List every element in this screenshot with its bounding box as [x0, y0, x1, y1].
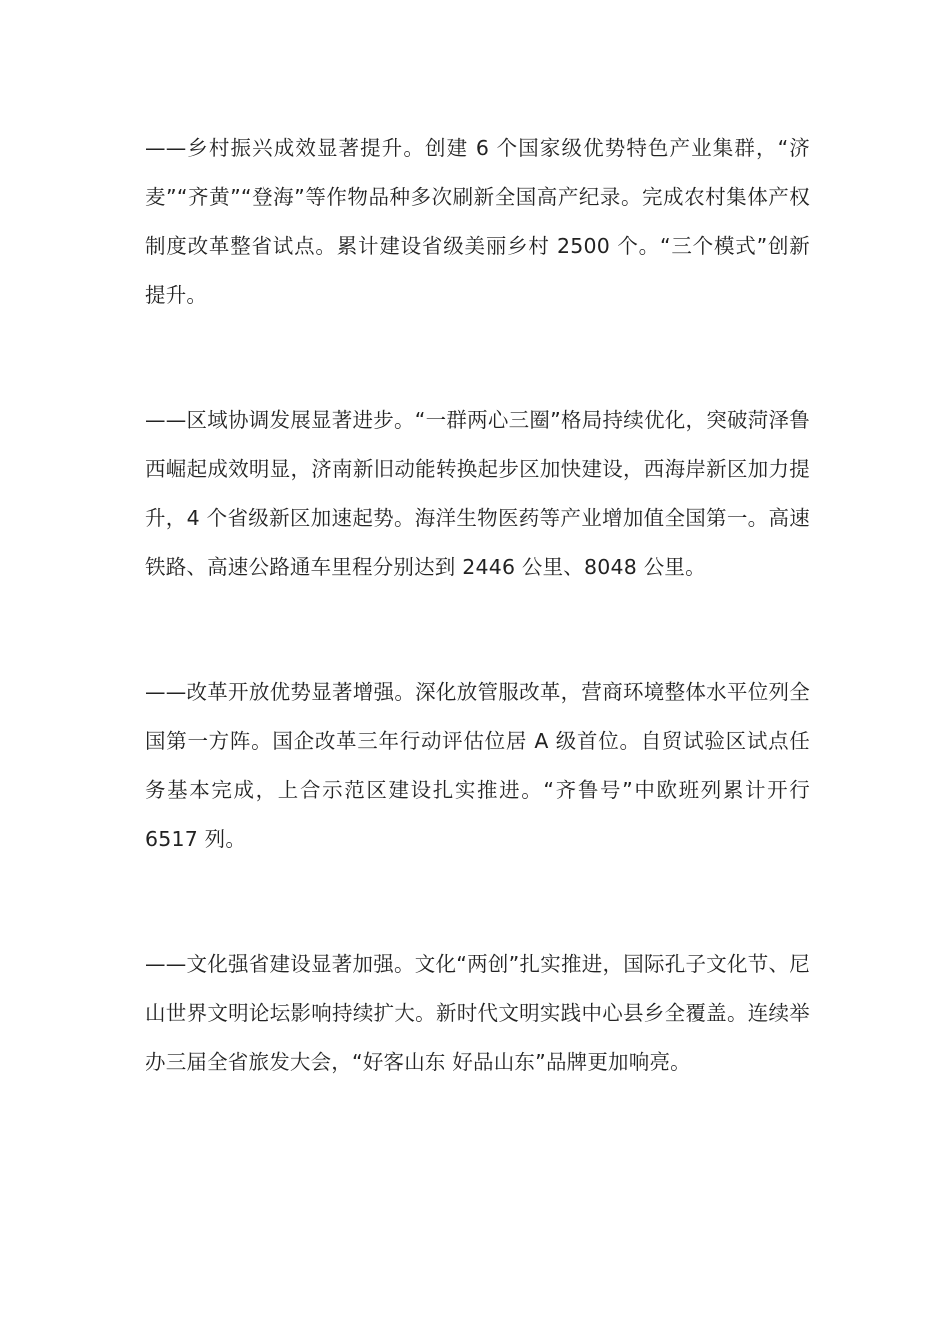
- paragraph-rural-revitalization: ——乡村振兴成效显著提升。创建 6 个国家级优势特色产业集群，“济麦”“齐黄”“登海”等作物品种多次刷新全国高产纪录。完成农村集体产权制度改革整省试点。累计建设省级美丽乡村 2500 个。“三个模式”创新提升。: [145, 136, 810, 307]
- paragraph-reform-opening: ——改革开放优势显著增强。深化放管服改革，营商环境整体水平位列全国第一方阵。国企改革三年行动评估位居 A 级首位。自贸试验区试点任务基本完成，上合示范区建设扎实推进。“齐鲁号”中欧班列累计开行 6517 列。: [145, 680, 810, 851]
- paragraph-regional-development: ——区域协调发展显著进步。“一群两心三圈”格局持续优化，突破菏泽鲁西崛起成效明显，济南新旧动能转换起步区加快建设，西海岸新区加力提升，4 个省级新区加速起势。海洋生物医药等产业增加值全国第一。高速铁路、高速公路通车里程分别达到 2446 公里、8048 公里。: [145, 408, 810, 579]
- document-body: [145, 124, 810, 1087]
- paragraph-cultural-province: ——文化强省建设显著加强。文化“两创”扎实推进，国际孔子文化节、尼山世界文明论坛影响持续扩大。新时代文明实践中心县乡全覆盖。连续举办三届全省旅发大会，“好客山东 好品山东”品牌更加响亮。: [145, 952, 810, 1074]
